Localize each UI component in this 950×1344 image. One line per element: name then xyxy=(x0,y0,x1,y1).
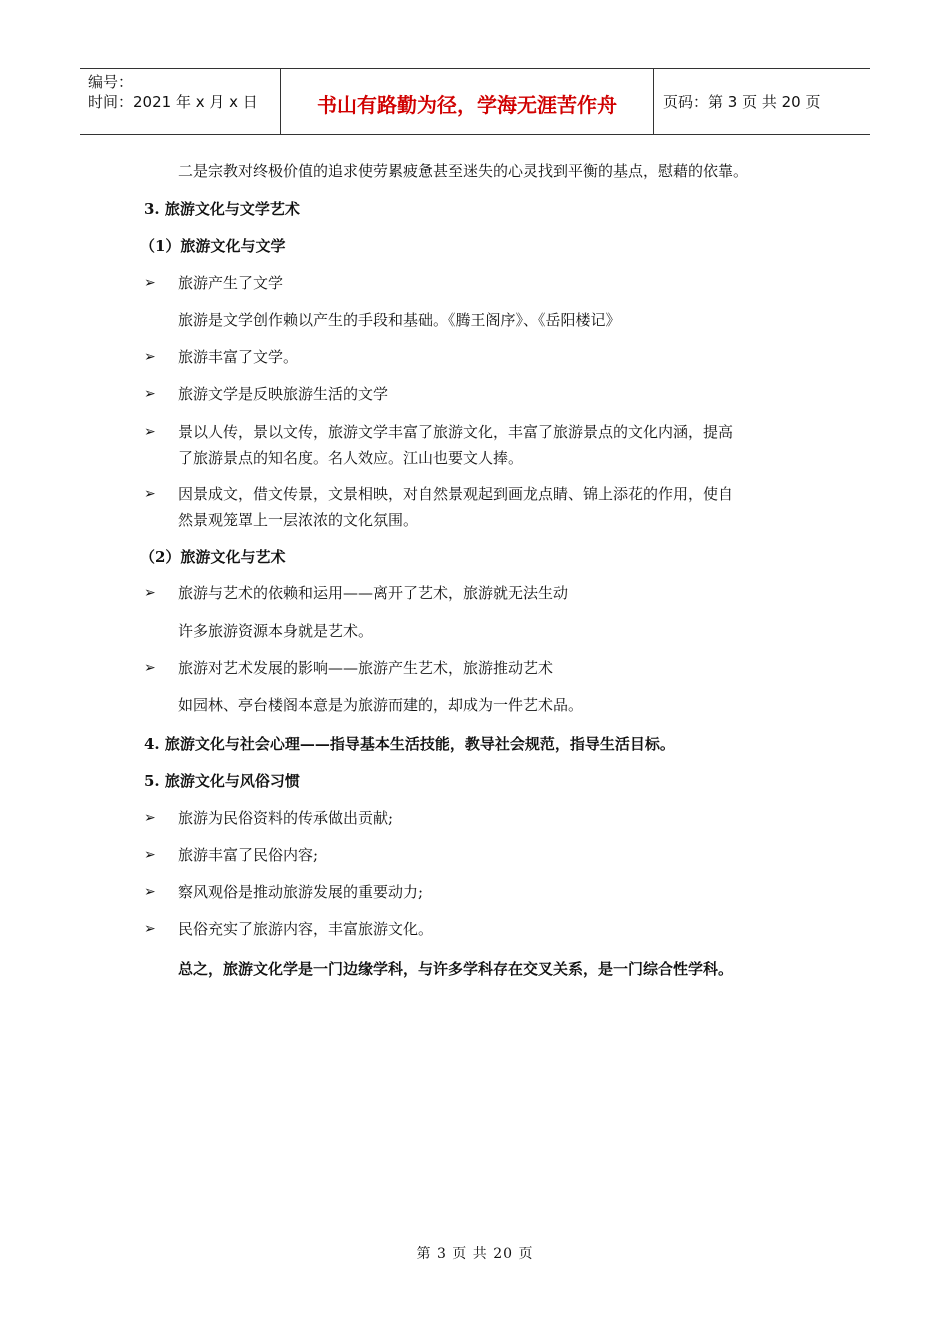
bullet-item: 旅游丰富了民俗内容; xyxy=(178,846,319,864)
bullet-item: 旅游产生了文学 xyxy=(178,274,284,292)
bullet-arrow-icon: ➢ xyxy=(144,921,156,937)
header-table xyxy=(80,68,870,135)
bullet-item-continuation: 了旅游景点的知名度。名人效应。江山也要文人捧。 xyxy=(178,449,524,467)
bullet-arrow-icon: ➢ xyxy=(144,585,156,601)
bullet-arrow-icon: ➢ xyxy=(144,275,156,291)
bullet-item: 旅游文学是反映旅游生活的文学 xyxy=(178,385,389,403)
bullet-arrow-icon: ➢ xyxy=(144,349,156,365)
bullet-arrow-icon: ➢ xyxy=(144,424,156,440)
bullet-item: 因景成文，借文传景，文景相映，对自然景观起到画龙点睛、锦上添花的作用，使自 xyxy=(178,485,734,503)
bullet-item: 察风观俗是推动旅游发展的重要动力; xyxy=(178,883,424,901)
time-label: 时间：2021 年 x 月 x 日 xyxy=(88,93,258,111)
section-heading: 4. 旅游文化与社会心理——指导基本生活技能，教导社会规范，指导生活目标。 xyxy=(144,735,675,753)
bullet-arrow-icon: ➢ xyxy=(144,660,156,676)
subsection-heading: （1）旅游文化与文学 xyxy=(140,237,286,255)
bullet-item: 旅游为民俗资料的传承做出贡献; xyxy=(178,809,394,827)
bullet-subtext: 旅游是文学创作赖以产生的手段和基础。《腾王阁序》、《岳阳楼记》 xyxy=(178,311,621,329)
section-heading: 3. 旅游文化与文学艺术 xyxy=(144,200,300,218)
bullet-item: 旅游丰富了文学。 xyxy=(178,348,299,366)
header-meta xyxy=(80,69,281,134)
bullet-item: 民俗充实了旅游内容，丰富旅游文化。 xyxy=(178,920,434,938)
bullet-item: 旅游对艺术发展的影响——旅游产生艺术，旅游推动艺术 xyxy=(178,659,554,677)
bullet-arrow-icon: ➢ xyxy=(144,386,156,402)
summary-paragraph: 总之，旅游文化学是一门边缘学科，与许多学科存在交叉关系，是一门综合性学科。 xyxy=(178,960,734,978)
bullet-arrow-icon: ➢ xyxy=(144,810,156,826)
number-label: 编号： xyxy=(88,73,134,91)
subsection-heading: （2）旅游文化与艺术 xyxy=(140,548,286,566)
section-heading: 5. 旅游文化与风俗习惯 xyxy=(144,772,300,790)
header-motto: 书山有路勤为径，学海无涯苦作舟 xyxy=(281,69,654,134)
bullet-subtext: 许多旅游资源本身就是艺术。 xyxy=(178,622,374,640)
bullet-item-continuation: 然景观笼罩上一层浓浓的文化氛围。 xyxy=(178,511,419,529)
bullet-item: 景以人传，景以文传，旅游文学丰富了旅游文化，丰富了旅游景点的文化内涵，提高 xyxy=(178,423,734,441)
paragraph: 二是宗教对终极价值的追求使劳累疲惫甚至迷失的心灵找到平衡的基点，慰藉的依靠。 xyxy=(178,162,749,180)
page-footer: 第 3 页 共 20 页 xyxy=(416,1246,534,1262)
bullet-arrow-icon: ➢ xyxy=(144,847,156,863)
bullet-arrow-icon: ➢ xyxy=(144,486,156,502)
bullet-arrow-icon: ➢ xyxy=(144,884,156,900)
bullet-item: 旅游与艺术的依赖和运用——离开了艺术，旅游就无法生动 xyxy=(178,584,569,602)
header-page-info: 页码：第 3 页 共 20 页 xyxy=(663,93,821,111)
bullet-subtext: 如园林、亭台楼阁本意是为旅游而建的，却成为一件艺术品。 xyxy=(178,696,584,714)
